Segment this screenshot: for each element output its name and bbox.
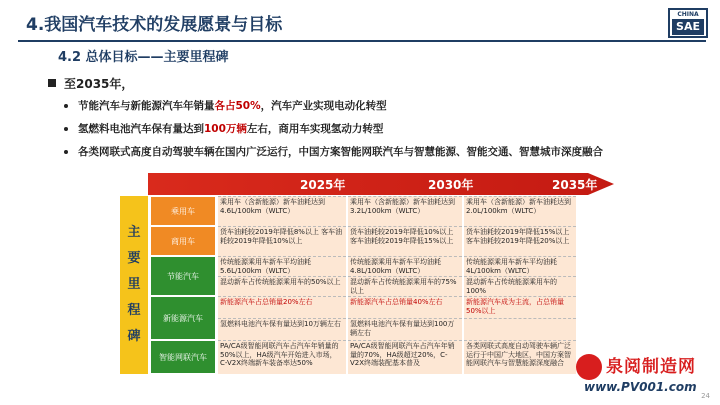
cell-2025-new-energy-2: 氢燃料电池汽车保有量达到10万辆左右	[218, 318, 346, 340]
bullet-text: 氢燃料电池汽车保有量达到100万辆左右，商用车实现氢动力转型	[78, 123, 384, 135]
watermark-logo-icon	[576, 354, 602, 380]
sae-logo	[668, 8, 708, 38]
title-divider	[18, 40, 706, 42]
bullet-item	[64, 94, 603, 117]
watermark-url: www.PV001.com	[584, 380, 697, 394]
page-title: 4.我国汽车技术的发展愿景与目标	[26, 15, 283, 35]
cell-2035-passenger: 乘用车（含新能源）新车油耗达到2.0L/100km（WLTC）	[464, 196, 576, 226]
cell-2025-commercial: 货车油耗较2019年降低8%以上 客车油耗较2019年降低10%以上	[218, 226, 346, 256]
bullet-item	[64, 140, 603, 163]
cell-2035-energy-saving-2: 混动新车占传统能源乘用车的100%	[464, 276, 576, 296]
cell-2035-new-energy-2	[464, 318, 576, 340]
cell-2025-intelligent: PA/CA级智能网联汽车占汽车年销量的50%以上，HA级汽车开始进入市场，C-V2X终端新车装备率达50%	[218, 340, 346, 374]
timeline-arrow	[148, 173, 614, 195]
bullet-dot-icon	[64, 150, 68, 154]
bullet-list	[64, 94, 603, 163]
cell-2030-new-energy-2: 氢燃料电池汽车保有量达到100万辆左右	[348, 318, 462, 340]
year-2025-label: 2025年	[300, 178, 346, 192]
lead-line	[48, 75, 133, 92]
cell-2025-new-energy-1: 新能源汽车占总销量20%左右	[218, 296, 346, 318]
cell-2035-commercial: 货车油耗较2019年降低15%以上 客车油耗较2019年降低20%以上	[464, 226, 576, 256]
category-commercial-vehicle: 商用车	[150, 226, 216, 256]
lead-text: 至2035年，	[64, 77, 134, 91]
cell-2030-commercial: 货车油耗较2019年降低10%以上 客车油耗较2019年降低15%以上	[348, 226, 462, 256]
year-2035-label: 2035年	[552, 178, 598, 192]
year-2030-label: 2030年	[428, 178, 474, 192]
cell-2025-energy-saving-2: 混动新车占传统能源乘用车的50%以上	[218, 276, 346, 296]
watermark-title: 泉阅制造网	[606, 357, 696, 377]
cell-2030-energy-saving-1: 传统能源乘用车新车平均油耗4.8L/100km（WLTC）	[348, 256, 462, 276]
page-number: 24	[701, 392, 710, 400]
cell-2025-passenger: 乘用车（含新能源）新车油耗达到4.6L/100km（WLTC）	[218, 196, 346, 226]
category-passenger-car: 乘用车	[150, 196, 216, 226]
milestone-column-label: 主 要 里 程 碑	[120, 196, 148, 374]
cell-2030-energy-saving-2: 混动新车占传统能源乘用车的75%以上	[348, 276, 462, 296]
section-subtitle: 4.2 总体目标——主要里程碑	[58, 50, 229, 65]
watermark	[576, 352, 712, 402]
cell-2025-energy-saving-1: 传统能源乘用车新车平均油耗5.6L/100km（WLTC）	[218, 256, 346, 276]
cell-2030-new-energy-1: 新能源汽车占总销量40%左右	[348, 296, 462, 318]
bullet-text: 各类网联式高度自动驾驶车辆在国内广泛运行，中国方案智能网联汽车与智慧能源、智能交通、智慧城市深度融合	[78, 146, 603, 158]
cell-2035-new-energy-1: 新能源汽车成为主流，占总销量50%以上	[464, 296, 576, 318]
cell-2035-energy-saving-1: 传统能源乘用车新车平均油耗4L/100km（WLTC）	[464, 256, 576, 276]
cell-2030-intelligent: PA/CA级智能网联汽车占汽车年销量的70%，HA级超过20%，C-V2X终端装配基本普及	[348, 340, 462, 374]
bullet-dot-icon	[64, 127, 68, 131]
category-energy-saving: 节能汽车	[150, 256, 216, 296]
square-bullet-icon	[48, 79, 56, 87]
cell-2035-intelligent: 各类网联式高度自动驾驶车辆广泛运行于中国广大地区，中国方案智能网联汽车与智慧能源深度融合	[464, 340, 576, 374]
logo-top-text: CHINA	[677, 11, 699, 18]
bullet-item	[64, 117, 603, 140]
bullet-dot-icon	[64, 104, 68, 108]
cell-2030-passenger: 乘用车（含新能源）新车油耗达到3.2L/100km（WLTC）	[348, 196, 462, 226]
bullet-text: 节能汽车与新能源汽车年销量各占50%，汽车产业实现电动化转型	[78, 100, 387, 112]
category-new-energy: 新能源汽车	[150, 296, 216, 340]
category-intelligent-connected: 智能网联汽车	[150, 340, 216, 374]
logo-bottom-text: SAE	[672, 19, 704, 35]
